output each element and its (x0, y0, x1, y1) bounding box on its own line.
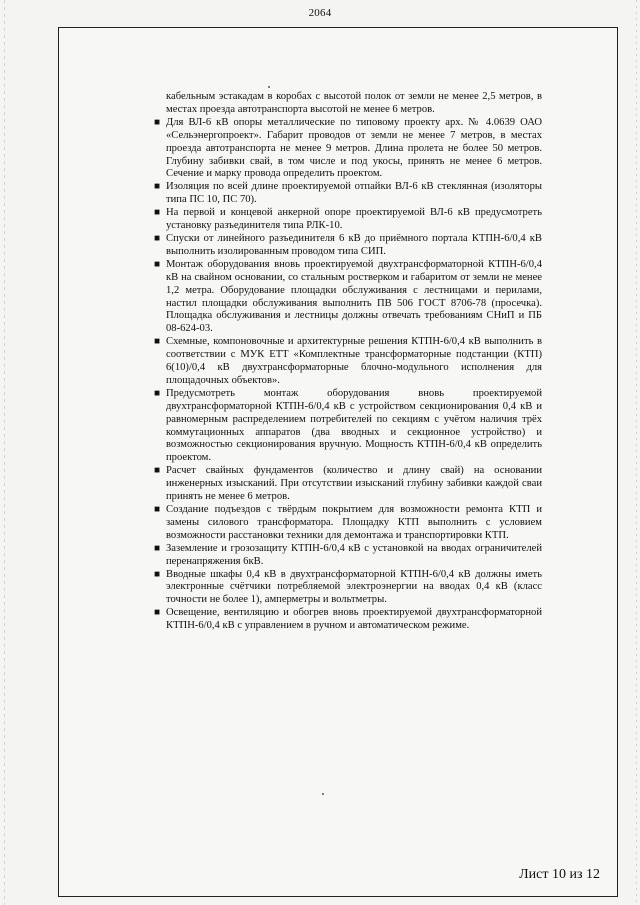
list-item-text: Изоляция по всей длине проектируемой отпайки ВЛ-6 кВ стеклянная (изоляторы типа ПС 10, ПС 70). (166, 181, 542, 206)
list-item (110, 607, 542, 633)
document-body (110, 91, 542, 633)
bullet-icon: ■ (154, 465, 161, 477)
list-item (110, 336, 542, 388)
list-item (110, 233, 542, 259)
sheet-number-label: Лист 10 из 12 (519, 867, 600, 882)
list-item-text: Заземление и грозозащиту КТПН-6/0,4 кВ с установкой на вводах ограничителей перенапряжения 6кВ. (166, 542, 542, 567)
list-item-text: Монтаж оборудования вновь проектируемой двухтрансформаторной КТПН-6/0,4 кВ на свайном основании, со стальным ростверком и габаритом от земли не менее 1,2 метра. Оборудование площадки обслуживания с лестницами и перилами, настил площадки обслуживания выполнить ПВ 506 ГОСТ 8706-78 (просечка). Площадка обслуживания и лестницы должны отвечать требованиям СНиП и ПБ 08-624-03. (166, 258, 542, 335)
bullet-icon: ■ (154, 258, 161, 270)
list-item-text: Вводные шкафы 0,4 кВ в двухтрансформаторной КТПН-6/0,4 кВ должны иметь электронные счётчики потребляемой электроэнергии на вводах 0,4 кВ (класс точности не более 1), амперметры и вольтметры. (166, 568, 542, 606)
list-item-text: Схемные, компоновочные и архитектурные решения КТПН-6/0,4 кВ выполнить в соответствии с МУК ЕТТ «Комплектные трансформаторные подстанции (КТП) 6(10)/0,4 кВ двухтрансформаторные блочно-модульного исполнения для площадочных объектов». (166, 336, 542, 386)
list-item (110, 259, 542, 336)
list-item (110, 181, 542, 207)
list-item (110, 117, 542, 182)
bullet-icon: ■ (154, 207, 161, 219)
bullet-icon: ■ (154, 504, 161, 515)
bullet-icon: ■ (154, 336, 161, 348)
bullet-icon: ■ (154, 607, 161, 619)
scan-edge-right (636, 0, 637, 905)
list-item-text: Освещение, вентиляцию и обогрев вновь проектируемой двухтрансформаторной КТПН-6/0,4 кВ с управлением в ручном и автоматическом режиме. (166, 607, 542, 632)
bullet-icon: ■ (154, 232, 161, 244)
bullet-icon: ■ (154, 116, 161, 128)
list-item-text: Для ВЛ-6 кВ опоры металлические по типовому проекту арх. № 4.0639 ОАО «Сельэнергопроект». Габарит проводов от земли не менее 7 метров, в местах проезда автотранспорта не менее 9 метров. Длина пролета не более 50 метров. Глубину забивки свай, в том числе и под укосы, принять не менее 6 метров. Сечение и марку провода определить проектом. (166, 116, 542, 180)
list-item-text: Создание подъездов с твёрдым покрытием для возможности ремонта КТП и замены силового трансформатора. Площадку КТП выполнить с условием возможности расстановки техники для демонтажа и транспортировки КТП. (166, 504, 542, 541)
bullet-icon: ■ (154, 542, 161, 554)
list-item (110, 388, 542, 465)
bullet-icon: ■ (154, 568, 161, 580)
scan-edge-left (4, 0, 5, 905)
scan-speck (268, 86, 270, 88)
list-item-text: Предусмотреть монтаж оборудования вновь проектируемой двухтрансформаторной КТПН-6/0,4 кВ с устройством секционирования 0,4 кВ и равномерным распределением потребителей по секциям с учётом наличия трёх коммутационных аппаратов (два вводных и секционное устройство) и возможностью секционирования вручную. Мощность КТПН-6/0,4 кВ определить проектом. (166, 387, 542, 464)
list-item (110, 504, 542, 543)
bullet-icon: ■ (154, 181, 161, 193)
lead-paragraph: кабельным эстакадам в коробах с высотой полок от земли не менее 2,5 метров, в местах проезда автотранспорта высотой не менее 6 метров. (166, 91, 542, 115)
list-item-text: Спуски от линейного разъединителя 6 кВ до приёмного портала КТПН-6/0,4 кВ выполнить изолированным проводом типа СИП. (166, 232, 542, 257)
list-item (110, 569, 542, 608)
list-item (110, 543, 542, 569)
scan-speck (322, 793, 324, 795)
list-item (110, 207, 542, 233)
list-item-text: Расчет свайных фундаментов (количество и длину свай) на основании инженерных изысканий. При отсутствии изысканий глубину забивки каждой сваи принять не менее 6 метров. (166, 465, 542, 503)
bullet-icon: ■ (154, 387, 161, 399)
list-item-text: На первой и концевой анкерной опоре проектируемой ВЛ-6 кВ предусмотреть установку разъединителя типа РЛК-10. (166, 207, 542, 232)
page-number: 2064 (308, 7, 332, 19)
list-item (110, 465, 542, 504)
requirements-list (110, 117, 542, 633)
